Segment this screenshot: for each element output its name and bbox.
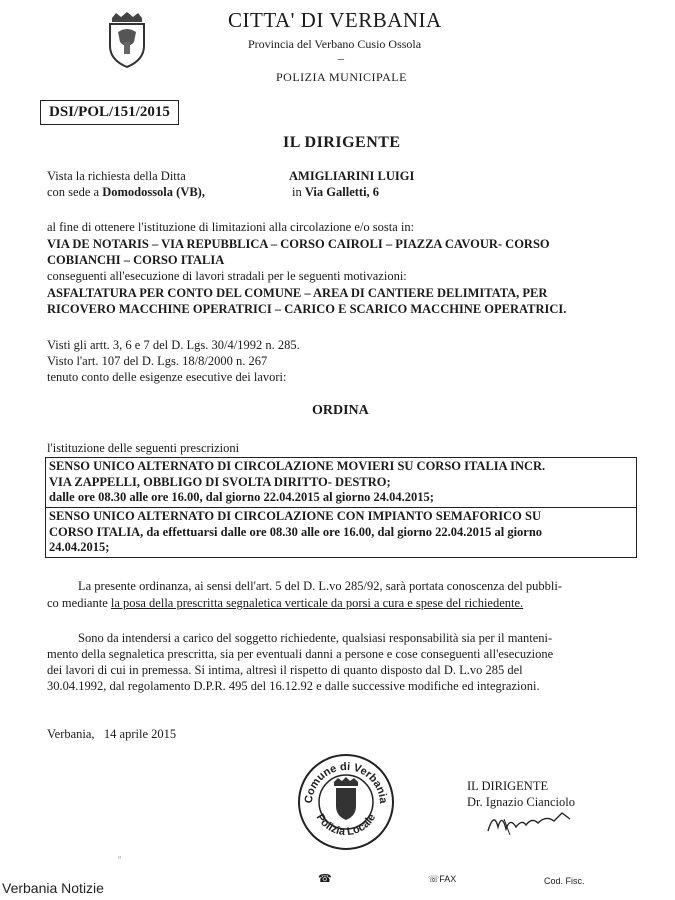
province-label: Provincia del Verbano Cusio Ossola <box>248 37 422 51</box>
prescription-1-line-1: SENSO UNICO ALTERNATO DI CIRCOLAZIONE MOVIERI SU CORSO ITALIA INCR. <box>49 459 546 473</box>
legal-line-2: Visto l'art. 107 del D. Lgs. 18/8/2000 n. 267 <box>47 354 268 368</box>
notice-paragraph-line-2 <box>47 596 523 611</box>
motivation-line-1: ASFALTATURA PER CONTO DEL COMUNE – AREA DI CANTIERE DELIMITATA, PER <box>47 286 548 300</box>
prescription-box-2 <box>45 507 637 558</box>
seat-city: Domodossola (VB), <box>102 185 205 199</box>
header-dash: – <box>338 51 344 65</box>
fax-label <box>428 874 456 885</box>
prescriptions-intro: l'istituzione delle seguenti prescrizioni <box>47 441 240 455</box>
responsibility-line-3: dei lavori di cui in premessa. Si intima, altresì il rispetto di quanto disposto dal D. L.vo 285 del <box>47 663 523 677</box>
prescription-1-line-3: dalle ore 08.30 alle ore 16.00, dal giorno 22.04.2015 al giorno 24.04.2015; <box>49 490 434 504</box>
notice-underlined-text: la posa della prescritta segnaletica verticale da porsi a cura e spese del richiedente. <box>110 596 524 610</box>
prescription-2-line-2: CORSO ITALIA, da effettuarsi dalle ore 08.30 alle ore 16.00, dal giorno 22.04.2015 al giorno <box>49 524 543 539</box>
seat-prefix: con sede a <box>47 185 100 199</box>
date-line: Verbania, 14 aprile 2015 <box>47 727 177 741</box>
prescription-2-line-1: SENSO UNICO ALTERNATO DI CIRCOLAZIONE CON IMPIANTO SEMAFORICO SU <box>49 509 541 523</box>
watermark-label: Verbania Notizie <box>2 880 104 896</box>
legal-line-1: Visti gli artt. 3, 6 e 7 del D. Lgs. 30/4/1992 n. 285. <box>47 338 300 352</box>
small-mark-icon: ▫ <box>118 852 122 862</box>
request-address <box>292 185 379 200</box>
purpose-intro: al fine di ottenere l'istituzione di limitazioni alla circolazione e/o sosta in: <box>47 220 415 234</box>
fiscal-code-label: Cod. Fisc. <box>544 876 585 886</box>
order-heading: ORDINA <box>312 403 369 418</box>
phone-icon: ☎ <box>318 873 332 885</box>
page-title: IL DIRIGENTE <box>283 134 401 151</box>
official-stamp <box>296 752 396 852</box>
fax-text: FAX <box>439 874 457 884</box>
responsibility-line-4: 30.04.1992, dal regolamento D.P.R. 495 del 16.12.92 e dalle successive modifiche ed integrazioni. <box>47 679 540 693</box>
fax-icon: ☏ <box>428 874 440 884</box>
prescription-1-line-2: VIA ZAPPELLI, OBBLIGO DI SVOLTA DIRITTO- DESTRO; <box>49 474 391 489</box>
motivation-intro: conseguenti all'esecuzione di lavori stradali per le seguenti motivazioni: <box>47 269 407 283</box>
notice-plain-text: co mediante <box>47 596 111 610</box>
stamp-bottom-text: Polizia Locale <box>313 811 379 839</box>
address-value: Via Galletti, 6 <box>304 185 380 199</box>
notice-paragraph-line-1: La presente ordinanza, ai sensi dell'art. 5 del D. L.vo 285/92, sarà portata conoscenza del pubbli- <box>78 579 563 593</box>
responsibility-line-1: Sono da intendersi a carico del soggetto richiedente, qualsiasi responsabilità sia per il manteni- <box>78 631 553 645</box>
prescription-2-line-3: 24.04.2015; <box>49 540 110 554</box>
city-title: CITTA' DI VERBANIA <box>228 8 442 32</box>
streets-line-2: COBIANCHI – CORSO ITALIA <box>47 253 225 267</box>
document-number: DSI/POL/151/2015 <box>40 100 179 125</box>
handwritten-signature <box>484 805 574 839</box>
request-seat <box>47 185 205 200</box>
legal-line-3: tenuto conto delle esigenze esecutive dei lavori: <box>47 370 287 384</box>
motivation-line-2: RICOVERO MACCHINE OPERATRICI – CARICO E SCARICO MACCHINE OPERATRICI. <box>47 302 567 316</box>
department-label: POLIZIA MUNICIPALE <box>276 70 407 84</box>
signatory-name: Dr. Ignazio Cianciolo <box>467 795 575 809</box>
stamp-top-text: Comune di Verbania <box>302 760 390 805</box>
prescription-box-1 <box>45 457 637 508</box>
streets-line-1: VIA DE NOTARIS – VIA REPUBBLICA – CORSO CAIROLI – PIAZZA CAVOUR- CORSO <box>47 237 550 251</box>
city-crest-icon <box>104 12 150 68</box>
responsibility-line-2: mento della segnaletica prescritta, sia per eventuali danni a persone e cose conseguenti all'esecuzione <box>47 647 554 661</box>
address-prefix: in <box>292 185 302 199</box>
request-intro: Vista la richiesta della Ditta <box>47 169 186 183</box>
signature-title: IL DIRIGENTE <box>467 779 549 793</box>
company-name: AMIGLIARINI LUIGI <box>289 169 415 183</box>
